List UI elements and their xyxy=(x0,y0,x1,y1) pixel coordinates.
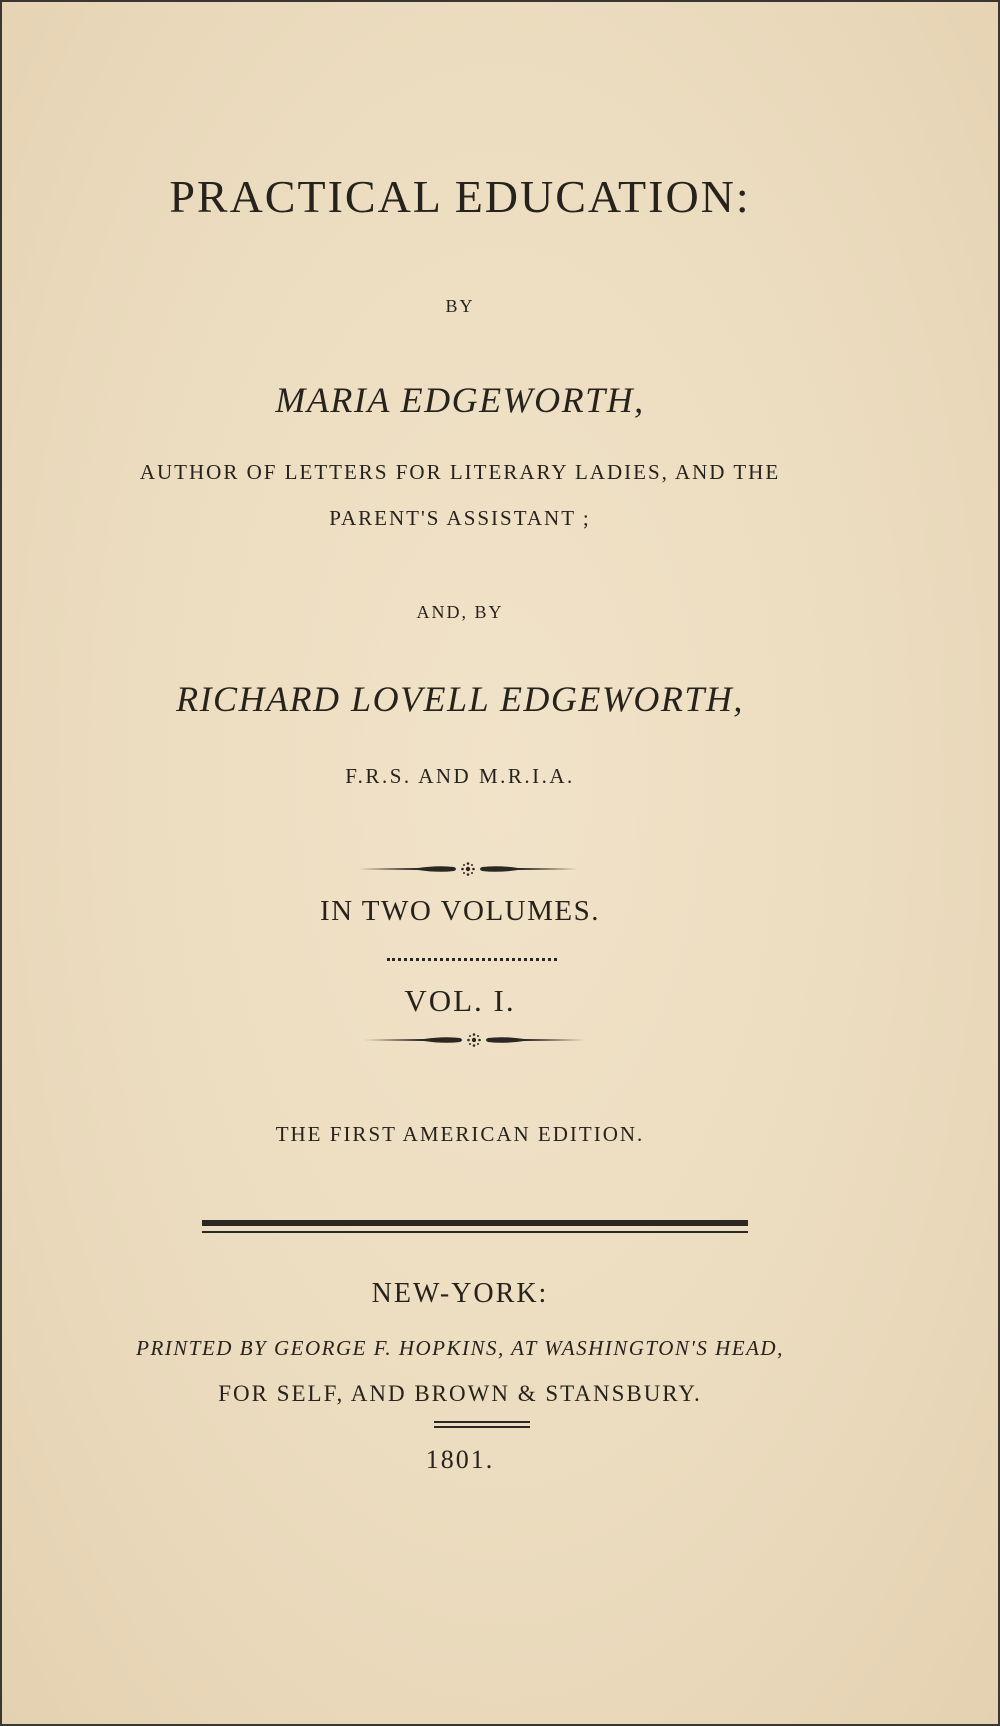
imprint-printer: PRINTED BY GEORGE F. HOPKINS, AT WASHINGTON'S HEAD, xyxy=(136,1336,784,1360)
volume-number: VOL. I. xyxy=(404,983,516,1018)
title-page xyxy=(2,2,998,1724)
author-maria-edgeworth: MARIA EDGEWORTH, xyxy=(275,380,645,420)
volume-count: IN TWO VOLUMES. xyxy=(319,895,600,927)
imprint-year: 1801. xyxy=(425,1445,495,1474)
author-credits-line-1: AUTHOR OF LETTERS FOR LITERARY LADIES, AND THE xyxy=(139,460,781,484)
short-rule-upper xyxy=(434,1421,530,1423)
ornament-divider-top xyxy=(358,859,578,879)
edition-statement: THE FIRST AMERICAN EDITION. xyxy=(275,1122,645,1146)
book-title: PRACTICAL EDUCATION: xyxy=(169,171,751,222)
author-fellowships: F.R.S. AND M.R.I.A. xyxy=(345,764,575,788)
author-credits-line-2: PARENT'S ASSISTANT ; xyxy=(329,506,591,530)
ornament-divider-bottom xyxy=(364,1030,584,1050)
imprint-sellers: FOR SELF, AND BROWN & STANSBURY. xyxy=(218,1381,702,1406)
dotted-divider xyxy=(387,958,557,961)
author-richard-lovell-edgeworth: RICHARD LOVELL EDGEWORTH, xyxy=(176,679,744,719)
short-rule-lower xyxy=(434,1426,530,1428)
double-rule-thin xyxy=(202,1231,748,1233)
double-rule-thick xyxy=(202,1220,748,1226)
by-label-first: BY xyxy=(445,296,475,316)
by-label-second: AND, BY xyxy=(416,602,504,622)
imprint-city: NEW-YORK: xyxy=(371,1278,549,1309)
